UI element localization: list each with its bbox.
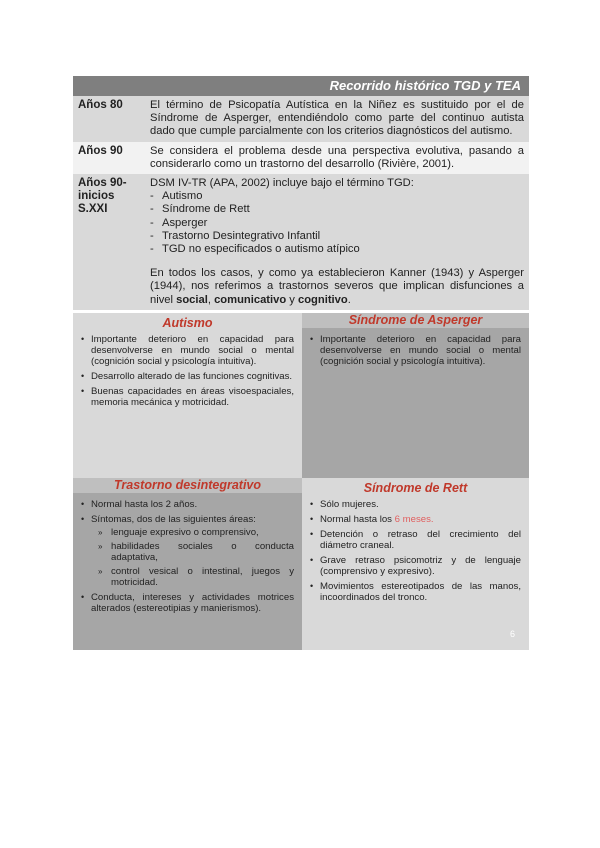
- row-label-line: Años 90-: [78, 177, 127, 190]
- list-item: • Normal hasta los 2 años.: [81, 499, 294, 510]
- table-row: [73, 174, 529, 310]
- asperger-title: Síndrome de Asperger: [302, 313, 529, 328]
- desintegrativo-list: [81, 499, 294, 614]
- list-item: • Detención o retraso del crecimiento del diámetro craneal.: [310, 529, 521, 551]
- list-item: - Síndrome de Rett: [150, 203, 524, 216]
- list-item: - TGD no especificados o autismo atípico: [150, 243, 524, 256]
- symptoms-label: Síntomas, dos de las siguientes áreas:: [91, 513, 256, 525]
- tgd-list: [150, 190, 524, 256]
- list-item: - Autismo: [150, 190, 524, 203]
- autismo-card: [73, 313, 302, 478]
- summary-sep: ,: [207, 293, 215, 306]
- table-row: [73, 96, 529, 142]
- summary-text: En todos los casos, y como ya establecieron Kanner (1943) y Asperger (1944), nos referimos a trastornos severos que implican disfunciones a nivel: [150, 267, 524, 306]
- list-item: - Asperger: [150, 217, 524, 230]
- page-title: Recorrido histórico TGD y TEA: [73, 76, 529, 96]
- rett-months-highlight: 6 meses.: [394, 513, 434, 525]
- bold-cognitivo: cognitivo: [298, 293, 348, 306]
- rett-title: Síndrome de Rett: [363, 480, 468, 495]
- desintegrativo-card: [73, 478, 302, 650]
- row-label-line: inicios: [78, 190, 115, 203]
- desintegrativo-title: Trastorno desintegrativo: [73, 478, 302, 493]
- row-label: [73, 174, 145, 310]
- page: [73, 76, 529, 650]
- list-item: [310, 514, 521, 525]
- table-row: [73, 142, 529, 174]
- list-item: • Conducta, intereses y actividades motrices alterados (estereotipias y manierismos).: [81, 592, 294, 614]
- disorders-grid: [73, 313, 529, 650]
- sub-item: » habilidades sociales o conducta adaptativa,: [91, 541, 294, 563]
- history-table: [73, 96, 529, 310]
- row-text: Se considera el problema desde una perspectiva evolutiva, pasando a considerarlo como un trastorno del desarrollo (Rivière, 2001).: [145, 142, 529, 174]
- row-label: Años 90: [73, 142, 145, 174]
- bold-comunicativo: comunicativo: [214, 293, 287, 306]
- list-item: • Sólo mujeres.: [310, 499, 521, 510]
- dsm-intro: DSM IV-TR (APA, 2002) incluye bajo el término TGD:: [150, 177, 414, 190]
- list-item: [81, 514, 294, 588]
- list-item: • Buenas capacidades en áreas visoespaciales, memoria mecánica y motricidad.: [81, 386, 294, 408]
- asperger-card: [302, 313, 529, 478]
- list-item: - Trastorno Desintegrativo Infantil: [150, 230, 524, 243]
- asperger-list: [310, 334, 521, 367]
- row-label: Años 80: [73, 96, 145, 142]
- symptoms-sublist: [91, 527, 294, 588]
- list-item: • Importante deterioro en capacidad para desenvolverse en mundo social o mental (cognición social y psicología intuitiva).: [310, 334, 521, 367]
- sub-item: » control vesical o intestinal, juegos y motricidad.: [91, 566, 294, 588]
- page-number: 6: [509, 628, 515, 639]
- summary-sep: y: [286, 293, 298, 306]
- rett-normal-text: Normal hasta los: [320, 513, 395, 525]
- row-label-line: S.XXI: [78, 203, 108, 216]
- list-item: • Movimientos estereotipados de las manos, incoordinados del tronco.: [310, 581, 521, 603]
- rett-list: [310, 499, 521, 603]
- summary-end: .: [347, 293, 351, 306]
- sub-item: » lenguaje expresivo o comprensivo,: [91, 527, 294, 538]
- autismo-list: [81, 334, 294, 408]
- list-item: • Importante deterioro en capacidad para desenvolverse en mundo social o mental (cognición social y psicología intuitiva).: [81, 334, 294, 367]
- list-item: • Desarrollo alterado de las funciones cognitivas.: [81, 371, 294, 382]
- autismo-title: Autismo: [162, 315, 213, 330]
- bold-social: social: [176, 293, 208, 306]
- rett-card: [302, 478, 529, 650]
- row-text: El término de Psicopatía Autística en la Niñez es sustituido por el de Síndrome de Asperger, entendiéndolo como parte del continuo autista dado que cumple parcialmente con los criterios diagnósticos del autismo.: [145, 96, 529, 142]
- row-text: [145, 174, 529, 310]
- summary-paragraph: [150, 267, 524, 307]
- list-item: • Grave retraso psicomotriz y de lenguaje (comprensivo y expresivo).: [310, 555, 521, 577]
